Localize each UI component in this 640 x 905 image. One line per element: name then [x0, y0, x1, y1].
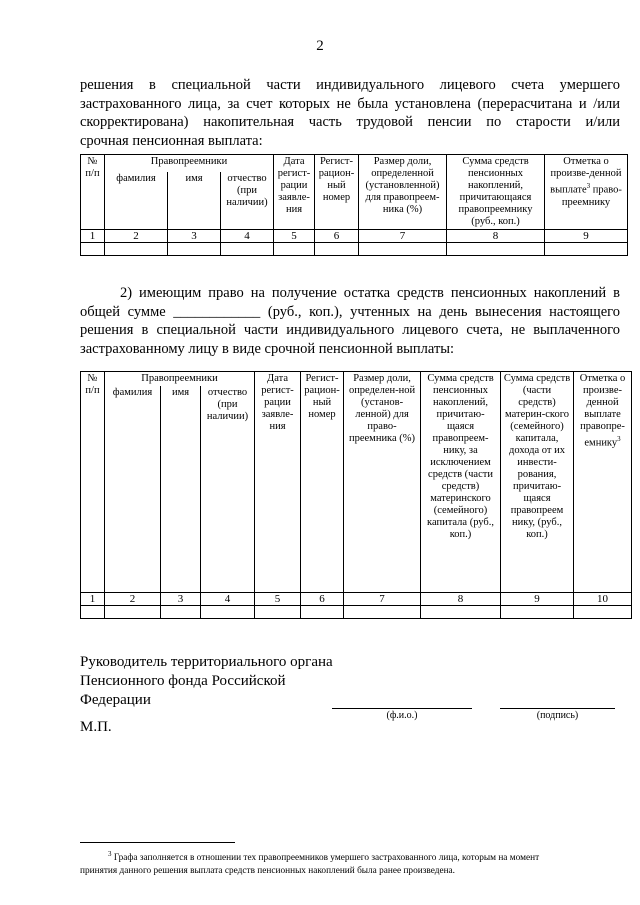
paragraph-2-line: 2) имеющим право на получение остатка средств пенсионных накоплений в: [120, 285, 620, 301]
col-header-no: № п/п: [81, 372, 105, 593]
column-number: 2: [105, 230, 168, 243]
column-number: 1: [81, 230, 105, 243]
col-header-sum-maternity-capital: Сумма средств (части средств) материн-ского (семейного) капитала, дохода от их инвести-рования, причитаю-щаяся правопреем нику, (руб., коп.): [501, 372, 574, 593]
col-header-share: Размер доли, определен-ной (установ-ленной) для право-преемника (%): [344, 372, 421, 593]
fio-line: [332, 708, 472, 709]
intro-line: скорректирована) накопительная часть трудовой пенсии по старости и/или: [80, 114, 620, 130]
col-header-reg-number: Регист-рацион-ный номер: [315, 155, 359, 230]
col-header-reg-number: Регист-рацион-ный номер: [301, 372, 344, 593]
signatory-block: [80, 653, 333, 710]
footnote-text: Графа заполняется в отношении тех правопреемников умершего застрахованного лица, которым на момент: [113, 853, 540, 864]
col-header-successors: Правопреемники: [105, 372, 255, 387]
signature-line: [500, 708, 615, 709]
col-header-successors: Правопреемники: [105, 155, 274, 172]
column-number: 9: [501, 592, 574, 605]
mark-text-tail: право-преемнику: [561, 184, 622, 208]
column-number: 4: [221, 230, 274, 243]
column-numbers-row: [81, 592, 632, 605]
col-header-surname: фамилия: [105, 386, 161, 592]
column-number: 6: [301, 592, 344, 605]
col-header-payment-mark: [545, 155, 628, 230]
col-header-share: Размер доли, определенной (установленной) для правопреем-ника (%): [359, 155, 447, 230]
footnote-line: [80, 848, 625, 865]
intro-paragraph: [80, 76, 620, 150]
column-number: 5: [255, 592, 301, 605]
page-number: 2: [316, 38, 324, 54]
col-header-name: имя: [161, 386, 201, 592]
col-header-patronymic: отчество (при наличии): [201, 386, 255, 592]
footnote-marker: 3: [108, 850, 112, 858]
col-header-payment-mark: [574, 372, 632, 593]
paragraph-2-line: общей сумме ____________ (руб., коп.), учтенных на день вынесения настоящего: [80, 303, 620, 320]
column-number: 2: [105, 592, 161, 605]
intro-line: решения в специальной части индивидуального лицевого счета умершего: [80, 77, 620, 93]
paragraph-2: [80, 284, 620, 358]
col-header-sum-main: Сумма средств пенсионных накоплений, причитаю-щаяся правопреем-нику, за исключением средств (части средств) материнского (семейного) капитала (руб., коп.): [421, 372, 501, 593]
mark-text: Отметка о произве-денной выплате правопре-емнику: [579, 373, 626, 449]
column-number: 9: [545, 230, 628, 243]
signatory-line: Федерации: [80, 692, 151, 708]
col-header-date: Дата регист-рации заявле-ния: [274, 155, 315, 230]
column-number: 3: [161, 592, 201, 605]
column-number: 5: [274, 230, 315, 243]
mark-text: Отметка о произве-денной выплате: [550, 156, 622, 196]
col-header-no: № п/п: [81, 155, 105, 230]
col-header-surname: фамилия: [105, 172, 168, 230]
successors-table-2: [80, 371, 632, 619]
fio-label: (ф.и.о.): [386, 710, 418, 721]
column-number: 10: [574, 592, 632, 605]
column-number: 8: [421, 592, 501, 605]
col-header-date: Дата регист-рации заявле-ния: [255, 372, 301, 593]
footnote-ref: 3: [586, 182, 591, 190]
footnote-divider: [80, 842, 235, 843]
col-header-name: имя: [168, 172, 221, 230]
table-row: [81, 605, 632, 618]
column-number: 4: [201, 592, 255, 605]
column-numbers-row: [81, 230, 628, 243]
footnote-ref: 3: [617, 435, 621, 443]
footnote-line: принятия данного решения выплата средств пенсионных накоплений была ранее произведена.: [80, 866, 456, 877]
intro-line: срочная пенсионная выплата:: [80, 132, 263, 149]
table-row: [81, 243, 628, 256]
column-number: 6: [315, 230, 359, 243]
col-header-patronymic: отчество (при наличии): [221, 172, 274, 230]
signatory-line: Пенсионного фонда Российской: [80, 673, 286, 689]
col-header-sum: Сумма средств пенсионных накоплений, причитающаяся правопреемнику (руб., коп.): [447, 155, 545, 230]
column-number: 3: [168, 230, 221, 243]
seal-placeholder: М.П.: [80, 719, 112, 735]
successors-table-1: [80, 154, 628, 256]
intro-line: застрахованного лица, за счет которых не была установлена (перерасчитана и /или: [80, 95, 620, 112]
paragraph-2-line: решения в специальной части индивидуального лицевого счета, не выплаченного: [80, 322, 620, 338]
column-number: 7: [344, 592, 421, 605]
footnote: [80, 848, 625, 878]
signature-label: (подпись): [536, 710, 579, 721]
column-number: 1: [81, 592, 105, 605]
column-number: 8: [447, 230, 545, 243]
signatory-line: Руководитель территориального органа: [80, 654, 333, 670]
column-number: 7: [359, 230, 447, 243]
paragraph-2-line: застрахованному лицу в виде срочной пенсионной выплаты:: [80, 340, 455, 357]
